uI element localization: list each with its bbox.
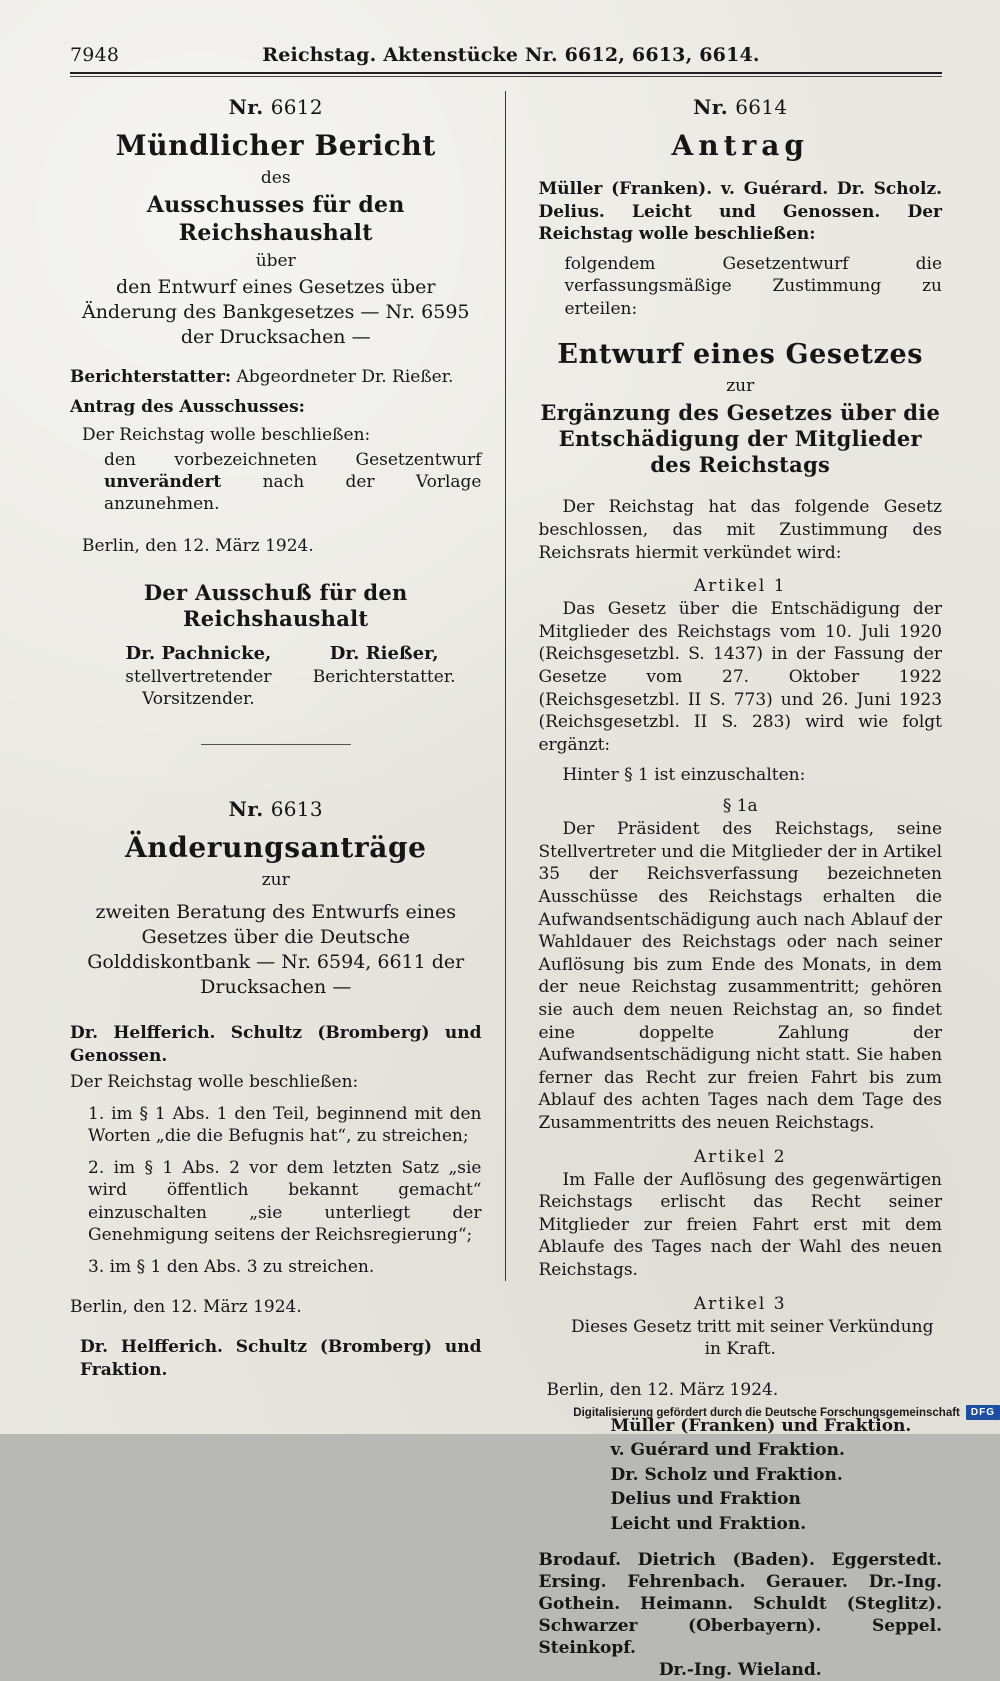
doc-6612-title: Mündlicher Bericht	[115, 129, 436, 162]
page-number: 7948	[70, 44, 120, 66]
section-separator	[201, 744, 351, 745]
fraction-line: Delius und Fraktion	[610, 1489, 801, 1510]
footer-text: Digitalisierung gefördert durch die Deutsche Forschungsgemeinschaft	[573, 1406, 960, 1419]
law-preamble: Der Reichstag hat das folgende Gesetz beschlossen, das mit Zustimmung des Reichsrats hiermit verkündet wird:	[538, 497, 943, 563]
doc-6612-committee: Ausschusses für den Reichshaushalt	[146, 192, 405, 246]
article-3-text: Dieses Gesetz tritt mit seiner Verkündung in Kraft.	[571, 1316, 934, 1360]
signers	[84, 642, 455, 710]
committee-signature: Der Ausschuß für den Reichshaushalt	[143, 579, 408, 632]
signer-1-name: Dr. Pachnicke,	[125, 643, 272, 665]
reporter-name: Abgeordneter Dr. Rießer.	[236, 367, 454, 388]
doc-6614-proposers: Müller (Franken). v. Guérard. Dr. Scholz. Delius. Leicht und Genossen. Der Reichstag wolle beschließen:	[538, 179, 943, 245]
list-item: 1. im § 1 Abs. 1 den Teil, beginnend mit den Worten „die die Befugnis hat“, zu streichen;	[88, 1104, 482, 1147]
doc-6612-of: des	[260, 168, 291, 188]
supporter-names: Brodauf. Dietrich (Baden). Eggerstedt. Ersing. Fehrenbach. Gerauer. Dr.-Ing. Gothein. Heimann. Schuldt (Steglitz). Schwarzer (Oberbayern). Seppel. Steinkopf.	[538, 1549, 943, 1659]
doc-6614-place-date: Berlin, den 12. März 1924.	[546, 1379, 779, 1400]
doc-6613-title: Änderungsanträge	[124, 831, 427, 865]
running-title: Reichstag. Aktenstücke Nr. 6612, 6613, 6614.	[262, 44, 760, 66]
article-2-text: Im Falle der Auflösung des gegenwärtigen Reichstags erlischt das Recht seiner Mitglieder zur freien Fahrt erst mit dem Ablaufe des Tages nach der Wahl des neuen Reichstags.	[538, 1169, 943, 1281]
reporter-line	[70, 366, 481, 389]
document-number-6614	[538, 95, 942, 119]
doc-6613-place-date: Berlin, den 12. März 1924.	[70, 1296, 302, 1317]
doc-6614-title: Antrag	[671, 129, 809, 162]
law-title: Entwurf eines Gesetzes	[557, 338, 924, 370]
law-to: zur	[726, 375, 755, 396]
fraction-line: Dr. Scholz und Fraktion.	[610, 1464, 843, 1485]
nr-label-3: Nr.	[693, 95, 728, 119]
list-item: 3. im § 1 den Abs. 3 zu streichen.	[88, 1256, 375, 1277]
nr-label-2: Nr.	[228, 797, 264, 822]
doc-6613-to: zur	[261, 870, 290, 891]
doc-6613-intro: Der Reichstag wolle beschließen:	[70, 1071, 359, 1092]
signer-1-role: stellvertretender Vorsitzender.	[125, 666, 272, 709]
fraction-signatures	[610, 1414, 942, 1537]
paragraph-1a-label: § 1a	[722, 796, 758, 817]
digitization-footer	[573, 1405, 1000, 1420]
article-2-label: Artikel 2	[693, 1146, 787, 1167]
reporter-label: Berichterstatter:	[70, 367, 232, 388]
supporter-last-name: Dr.-Ing. Wieland.	[658, 1660, 822, 1681]
signer-1	[84, 642, 313, 710]
doc-6613-subject: zweiten Beratung des Entwurfs eines Gesetzes über die Deutsche Golddiskontbank — Nr. 6594, 6611 der Drucksachen —	[87, 901, 465, 999]
document-number-6613	[70, 797, 481, 821]
motion-label: Antrag des Ausschusses:	[70, 396, 305, 417]
doc-6613-signature: Dr. Helfferich. Schultz (Bromberg) und Fraktion.	[80, 1337, 482, 1381]
doc-6614-request: folgendem Gesetzentwurf die verfassungsmäßige Zustimmung zu erteilen:	[564, 253, 943, 320]
document-number-6612	[70, 95, 481, 119]
nr-value: 6612	[270, 95, 323, 119]
doc-6613-proposers	[70, 1022, 481, 1067]
fraction-line: v. Guérard und Fraktion.	[610, 1440, 845, 1461]
article-1-label: Artikel 1	[693, 576, 787, 597]
motion-text	[104, 449, 481, 515]
column-divider	[505, 91, 506, 1281]
running-head	[70, 44, 942, 72]
signer-2-role: Berichterstatter.	[312, 666, 456, 687]
motion-text-emphasis: unverändert	[104, 472, 222, 493]
fraction-line: Leicht und Fraktion.	[610, 1514, 807, 1535]
insert-note: Hinter § 1 ist einzuschalten:	[562, 764, 806, 785]
nr-value-3: 6614	[735, 95, 788, 119]
signer-2-name: Dr. Rießer,	[329, 643, 439, 665]
left-column	[70, 91, 499, 1381]
signer-2	[313, 642, 456, 710]
motion-text-part2: nach der Vorlage anzunehmen.	[104, 472, 482, 515]
supporter-list	[538, 1549, 942, 1681]
paragraph-1a-text: Der Präsident des Reichstags, seine Stellvertreter und die Mitglieder der in Artikel 35 der Reichsverfassung bezeichneten Ausschüsse des Reichstags erhalten die Aufwandsentschädigung auch nach Ablauf der Wahldauer des Reichstags oder nach seiner Auflösung bis zum Ende des Monats, in dem der neue Reichstag zusammentritt; gehören sie auch dem neuen Reichstag an, so findet eine doppelte Zahlung der Aufwandsentschädigung nicht statt. Sie haben ferner das Recht zur freien Fahrt bis zum Ablauf des achten Tages nach dem Tage des Zusammentritts des neuen Reichstags.	[538, 819, 943, 1134]
amendment-list	[70, 1103, 481, 1278]
proposers-text: Dr. Helfferich. Schultz (Bromberg) und Genossen.	[70, 1023, 482, 1066]
doc-6612-place-date: Berlin, den 12. März 1924.	[82, 536, 314, 557]
doc-6612-subject: den Entwurf eines Gesetzes über Änderung des Bankgesetzes — Nr. 6595 der Drucksachen —	[81, 276, 470, 349]
header-rule	[70, 72, 942, 74]
motion-text-part1: den vorbezeichneten Gesetzentwurf	[104, 450, 482, 471]
doc-6612-about: über	[255, 251, 296, 271]
law-subject: Ergänzung des Gesetzes über die Entschädigung der Mitglieder des Reichstags	[540, 399, 941, 478]
fraction-line: Müller (Franken) und Fraktion.	[610, 1415, 912, 1436]
nr-label: Nr.	[228, 95, 264, 119]
header-rule-thin	[70, 76, 942, 77]
motion-intro: Der Reichstag wolle beschließen:	[82, 425, 371, 446]
nr-value-2: 6613	[270, 797, 323, 822]
article-3-label: Artikel 3	[693, 1293, 787, 1314]
list-item: 2. im § 1 Abs. 2 vor dem letzten Satz „sie wird öffentlich bekannt gemacht“ einzuschalten „sie unterliegt der Genehmigung seitens der Reichsregierung“;	[88, 1158, 482, 1245]
article-1-text: Das Gesetz über die Entschädigung der Mitglieder des Reichstags vom 10. Juli 1920 (Reichsgesetzbl. S. 1437) in der Fassung der Gesetze vom 27. Oktober 1922 (Reichsgesetzbl. II S. 773) und 26. Juni 1923 (Reichsgesetzbl. II S. 283) wird wie folgt ergänzt:	[538, 599, 943, 755]
dfg-logo: DFG	[966, 1405, 1000, 1420]
